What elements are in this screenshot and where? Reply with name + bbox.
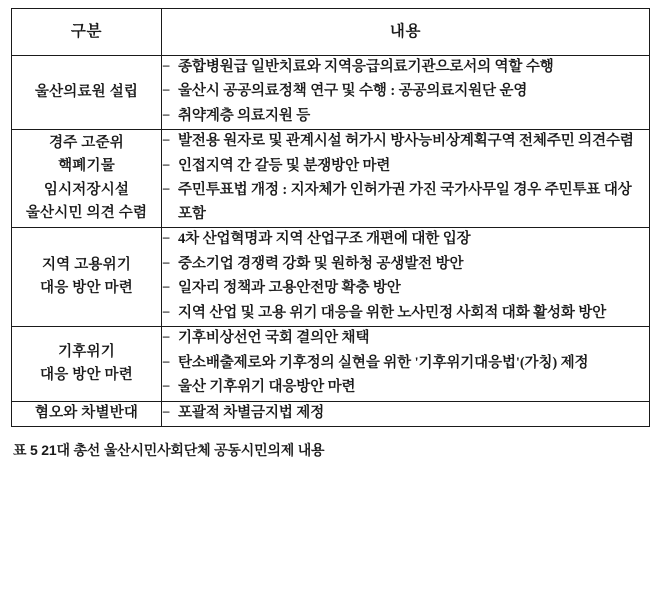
bullet-dash-icon: −	[162, 83, 171, 100]
category-line: 대응 방안 마련	[40, 280, 133, 297]
table-header-row	[12, 9, 650, 56]
content-cell	[162, 228, 650, 327]
category-line: 대응 방안 마련	[40, 367, 133, 384]
bullet-text: 포괄적 차별금지법 제정	[178, 404, 325, 421]
bullet-item	[162, 105, 649, 128]
bullet-dash-icon: −	[162, 59, 171, 75]
content-cell	[162, 401, 650, 426]
bullet-text: 기후비상선언 국회 결의안 채택	[178, 330, 370, 347]
content-cell	[162, 130, 650, 228]
bullet-dash-icon: −	[162, 404, 171, 421]
table-body	[12, 56, 650, 427]
bullet-text: 중소기업 경쟁력 강화 및 원하청 공생발전 방안	[178, 255, 464, 272]
bullet-item	[162, 80, 649, 103]
category-line: 기후위기	[58, 343, 115, 360]
bullet-dash-icon: −	[162, 379, 171, 396]
bullet-item	[162, 130, 649, 153]
bullet-item	[162, 228, 649, 251]
column-header-category: 구분	[12, 9, 162, 56]
category-cell	[12, 56, 162, 130]
bullet-dash-icon: −	[162, 330, 171, 347]
table-caption: 표 5 21대 총선 울산시민사회단체 공동시민의제 내용	[13, 442, 325, 459]
bullet-item	[162, 277, 649, 300]
bullet-dash-icon: −	[162, 304, 171, 321]
bullet-text: 울산시 공공의료정책 연구 및 수행 : 공공의료지원단 운영	[178, 83, 528, 100]
category-cell	[12, 401, 162, 426]
bullet-dash-icon: −	[162, 107, 171, 124]
bullet-dash-icon: −	[162, 354, 171, 371]
category-line: 울산시민 의견 수렴	[25, 205, 148, 222]
content-cell	[162, 56, 650, 130]
table-row	[12, 228, 650, 327]
category-line: 임시저장시설	[43, 181, 130, 198]
table-header	[12, 9, 650, 56]
bullet-item	[162, 376, 649, 399]
category-line: 경주 고준위	[49, 134, 124, 151]
table-row	[12, 327, 650, 401]
bullet-text: 주민투표법 개정 : 지자체가 인허가권 가진 국가사무일 경우 주민투표 대상 포함	[178, 182, 632, 222]
bullet-dash-icon: −	[162, 133, 171, 150]
bullet-dash-icon: −	[162, 157, 171, 174]
bullet-text: 발전용 원자로 및 관계시설 허가시 방사능비상계획구역 전체주민 의견수렴	[178, 133, 634, 150]
content-cell	[162, 327, 650, 401]
category-cell	[12, 228, 162, 327]
table-row	[12, 401, 650, 426]
bullet-text: 울산 기후위기 대응방안 마련	[178, 379, 356, 396]
bullet-item	[162, 56, 649, 79]
column-header-content: 내용	[162, 9, 650, 56]
bullet-text: 일자리 정책과 고용안전망 확충 방안	[178, 280, 401, 297]
bullet-item	[162, 253, 649, 276]
bullet-dash-icon: −	[162, 280, 171, 297]
bullet-item	[162, 302, 649, 325]
bullet-item	[162, 155, 649, 178]
bullet-text: 종합병원급 일반치료와 지역응급의료기관으로서의 역할 수행	[178, 59, 554, 75]
category-line: 핵폐기물	[58, 158, 115, 175]
bullet-item	[162, 179, 649, 226]
table-row	[12, 56, 650, 130]
bullet-text: 취약계층 의료지원 등	[178, 107, 311, 124]
category-line: 지역 고용위기	[41, 256, 132, 273]
bullet-item	[162, 327, 649, 350]
bullet-item	[162, 402, 649, 425]
table-row	[12, 130, 650, 228]
bullet-text: 탄소배출제로와 기후정의 실현을 위한 '기후위기대응법'(가칭) 제정	[178, 354, 589, 371]
bullet-text: 지역 산업 및 고용 위기 대응을 위한 노사민정 사회적 대화 활성화 방안	[178, 304, 607, 321]
bullet-dash-icon: −	[162, 255, 171, 272]
bullet-dash-icon: −	[162, 182, 171, 199]
category-cell	[12, 130, 162, 228]
category-line: 울산의료원 설립	[34, 83, 139, 100]
bullet-text: 인접지역 간 갈등 및 분쟁방안 마련	[178, 157, 391, 174]
category-cell	[12, 327, 162, 401]
category-line: 혐오와 차별반대	[34, 405, 139, 422]
bullet-text: 4차 산업혁명과 지역 산업구조 개편에 대한 입장	[178, 231, 471, 248]
agenda-table	[11, 8, 650, 427]
bullet-item	[162, 352, 649, 375]
bullet-dash-icon: −	[162, 231, 171, 248]
